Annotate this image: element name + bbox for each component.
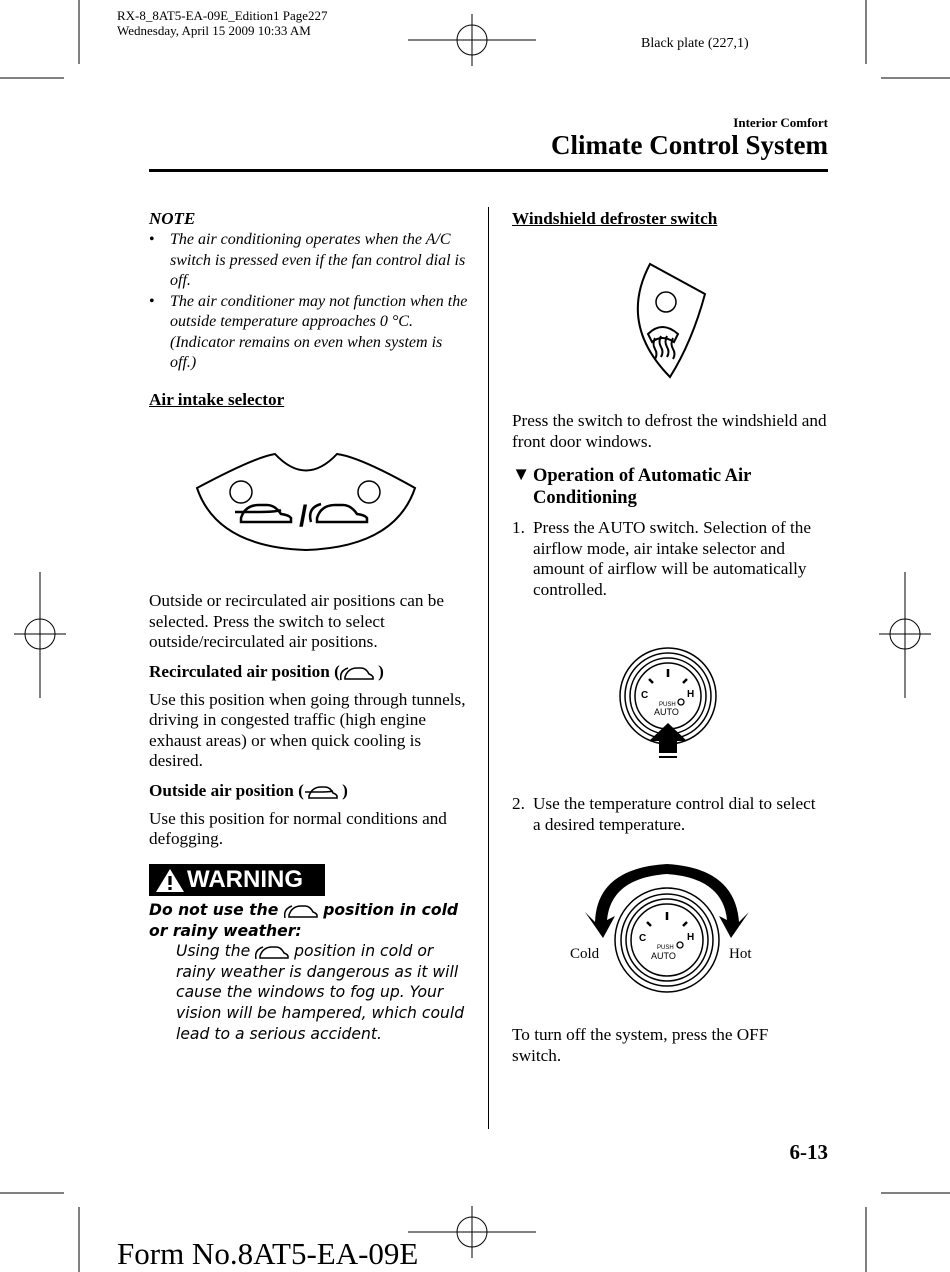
air-intake-switch-panel	[195, 452, 417, 552]
off-paragraph: To turn off the system, press the OFF switch.	[512, 1025, 769, 1065]
dial-auto-label: AUTO	[654, 707, 679, 717]
dial-hot-letter: H	[687, 689, 695, 700]
temperature-dial-figure	[567, 860, 777, 995]
warning-label: WARNING	[187, 866, 303, 893]
left-column-lower	[149, 591, 469, 850]
defroster-paragraph: Press the switch to defrost the windshield and front door windows.	[512, 411, 827, 451]
recirc-heading	[149, 662, 469, 683]
heading-marker: ▼	[512, 465, 531, 485]
dial-hot-letter: H	[687, 932, 695, 943]
recirc-heading-close: )	[373, 661, 384, 681]
temperature-control-dial	[567, 860, 777, 995]
outside-heading	[149, 781, 469, 802]
defroster-heading: Windshield defroster switch	[512, 209, 718, 228]
warning-title-pre: Do not use the	[149, 901, 279, 919]
air-intake-heading: Air intake selector	[149, 389, 285, 409]
warning-body-post: position in cold or rainy weather is dangerous as it will cause the windows to fog up. Your vision will be hampered, which could lead to a serious accident.	[176, 942, 465, 1043]
dial-push-label: PUSH	[657, 945, 674, 951]
rotation-arrow-icon	[585, 864, 749, 938]
recirculated-air-icon	[255, 943, 289, 961]
dial-cold-letter: C	[639, 933, 647, 944]
auto-ac-heading-text: Operation of Automatic Air Conditioning	[533, 466, 752, 508]
indicator-light-icon	[678, 699, 684, 705]
note-item	[149, 230, 469, 292]
press-arrow-icon	[649, 723, 687, 753]
footer-form-number: Form No.8AT5-EA-09E	[117, 1236, 419, 1271]
step-1	[512, 518, 827, 600]
print-header-date: Wednesday, April 15 2009 10:33 AM	[117, 23, 311, 38]
auto-ac-heading	[512, 465, 827, 509]
note-list	[149, 230, 469, 374]
outside-heading-text: Outside air position (	[149, 780, 304, 800]
print-header	[117, 8, 328, 38]
defroster-switch-figure	[630, 262, 710, 380]
recirc-heading-text: Recirculated air position (	[149, 661, 340, 681]
indicator-light-icon	[677, 942, 683, 948]
print-header-file: RX-8_8AT5-EA-09E_Edition1 Page227	[117, 8, 328, 23]
note-item	[149, 292, 469, 374]
section-category: Interior Comfort	[733, 115, 828, 130]
page-number: 6-13	[789, 1140, 828, 1164]
step-text: Use the temperature control dial to select a desired temperature.	[533, 794, 816, 834]
indicator-light-icon	[230, 481, 252, 503]
outside-paragraph: Use this position for normal conditions and defogging.	[149, 808, 447, 849]
slash-label: /	[299, 500, 308, 533]
dial-auto-label: AUTO	[651, 951, 676, 961]
warning-content	[149, 900, 469, 1044]
recirculated-air-icon	[284, 902, 318, 920]
air-intake-paragraph: Outside or recirculated air positions can be selected. Press the switch to select outside/recirculated air positions.	[149, 591, 444, 651]
dial-push-label: PUSH	[659, 702, 676, 708]
bullet: •	[149, 292, 155, 310]
page-title: Climate Control System	[551, 130, 828, 160]
title-rule	[149, 169, 828, 172]
indicator-light-icon	[358, 481, 380, 503]
note-item-text: The air conditioning operates when the A/C switch is pressed even if the fan control dial is off.	[170, 231, 466, 289]
hot-label: Hot	[729, 946, 752, 962]
air-intake-selector-figure	[195, 452, 417, 552]
plate-label: Black plate (227,1)	[641, 36, 749, 51]
column-divider	[488, 207, 489, 1129]
auto-switch-dial	[617, 645, 719, 760]
warning-body-pre: Using the	[176, 942, 251, 961]
auto-dial-figure	[617, 645, 719, 760]
recirc-paragraph: Use this position when going through tunnels, driving in congested traffic (high engine exhaust areas) or when quick cooling is desired.	[149, 689, 466, 771]
dial-cold-letter: C	[641, 690, 649, 701]
note-item-text: The air conditioner may not function when the outside temperature approaches 0 °C. (Indicator remains on even when system is off.)	[170, 292, 468, 371]
step-text: Press the AUTO switch. Selection of the airflow mode, air intake selector and amount of airflow will be automatically controlled.	[533, 518, 811, 599]
step-number: 2.	[512, 794, 525, 813]
recirculated-air-icon	[340, 663, 374, 683]
cold-label: Cold	[570, 946, 600, 962]
outside-air-icon	[304, 782, 338, 802]
warning-title-post: position in cold or rainy weather:	[149, 901, 459, 940]
warning-triangle-icon	[155, 868, 185, 893]
left-column	[149, 209, 469, 410]
warning-body	[149, 941, 469, 1044]
warning-label-box	[149, 864, 325, 896]
outside-heading-close: )	[337, 780, 348, 800]
step-2-item	[512, 794, 827, 835]
bullet: •	[149, 231, 155, 248]
note-title: NOTE	[149, 209, 196, 228]
warning-title	[149, 900, 469, 941]
indicator-light-icon	[656, 292, 676, 312]
defroster-switch-panel	[630, 262, 710, 380]
step-number: 1.	[512, 518, 525, 537]
step-2	[512, 794, 827, 835]
right-column-text	[512, 411, 827, 600]
